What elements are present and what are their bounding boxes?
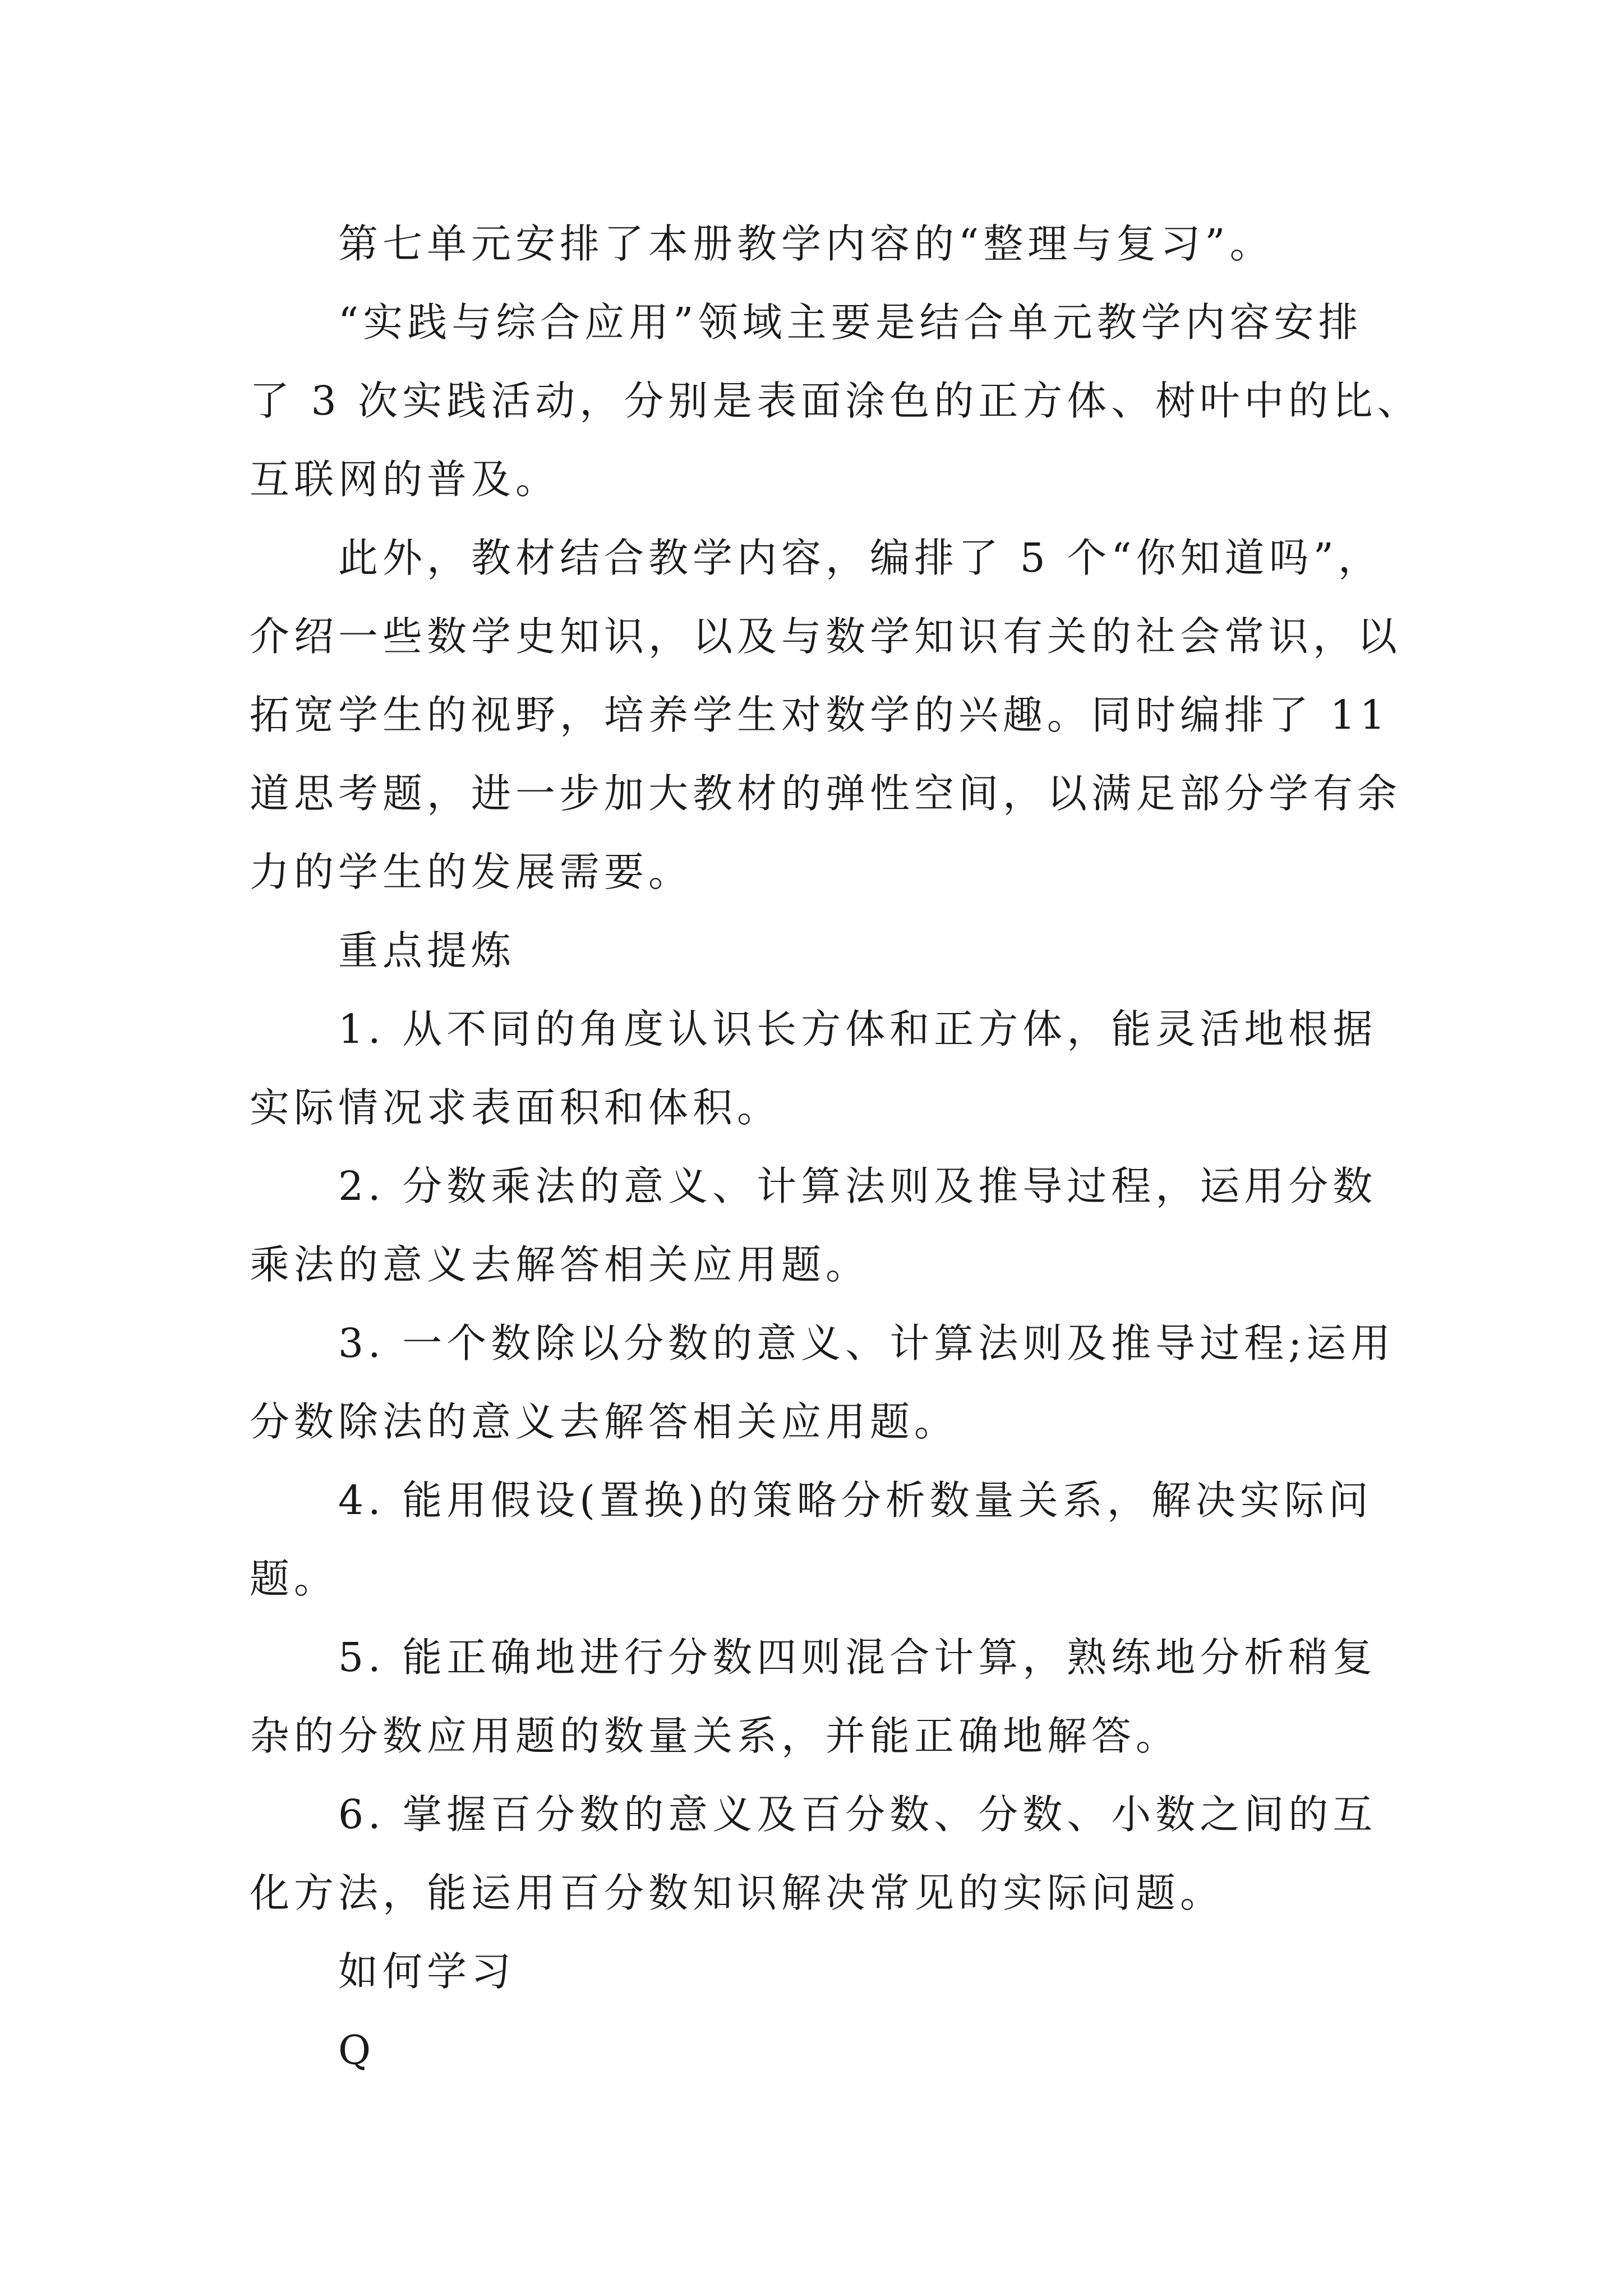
list-item: 3. 一个数除以分数的意义、计算法则及推导过程;运用 bbox=[338, 1320, 1395, 1366]
text-line: 互联网的普及。 bbox=[250, 456, 560, 503]
text-line: 乘法的意义去解答相关应用题。 bbox=[250, 1241, 870, 1288]
text-line: Q bbox=[338, 2027, 376, 2073]
list-item: 1. 从不同的角度认识长方体和正方体，能灵活地根据 bbox=[338, 1006, 1377, 1052]
text-line: 了 3 次实践活动，分别是表面涂色的正方体、树叶中的比、 bbox=[250, 378, 1422, 424]
text-line: 道思考题，进一步加大教材的弹性空间，以满足部分学有余 bbox=[250, 770, 1402, 817]
list-item: 4. 能用假设(置换)的策略分析数量关系，解决实际问 bbox=[338, 1477, 1373, 1524]
text-line: 力的学生的发展需要。 bbox=[250, 849, 693, 895]
list-item: 5. 能正确地进行分数四则混合计算，熟练地分析稍复 bbox=[338, 1634, 1377, 1681]
document-body bbox=[250, 205, 1422, 2090]
list-item: 2. 分数乘法的意义、计算法则及推导过程，运用分数 bbox=[338, 1163, 1377, 1209]
text-line: 题。 bbox=[250, 1556, 339, 1602]
text-line: 介绍一些数学史知识，以及与数学知识有关的社会常识，以 bbox=[250, 613, 1402, 660]
text-line: “实践与综合应用”领域主要是结合单元教学内容安排 bbox=[338, 299, 1363, 346]
text-line: 实际情况求表面积和体积。 bbox=[250, 1084, 782, 1131]
section-heading: 重点提炼 bbox=[338, 927, 516, 974]
section-heading: 如何学习 bbox=[338, 1948, 516, 1995]
list-item: 6. 掌握百分数的意义及百分数、分数、小数之间的互 bbox=[338, 1791, 1377, 1838]
text-line: 此外，教材结合教学内容，编排了 5 个“你知道吗”， bbox=[338, 535, 1382, 581]
text-line: 第七单元安排了本册教学内容的“整理与复习”。 bbox=[338, 220, 1274, 267]
text-line: 拓宽学生的视野，培养学生对数学的兴趣。同时编排了 11 bbox=[250, 692, 1390, 738]
text-line: 分数除法的意义去解答相关应用题。 bbox=[250, 1398, 959, 1445]
text-line: 化方法，能运用百分数知识解决常见的实际问题。 bbox=[250, 1870, 1225, 1916]
text-line: 杂的分数应用题的数量关系，并能正确地解答。 bbox=[250, 1713, 1181, 1759]
